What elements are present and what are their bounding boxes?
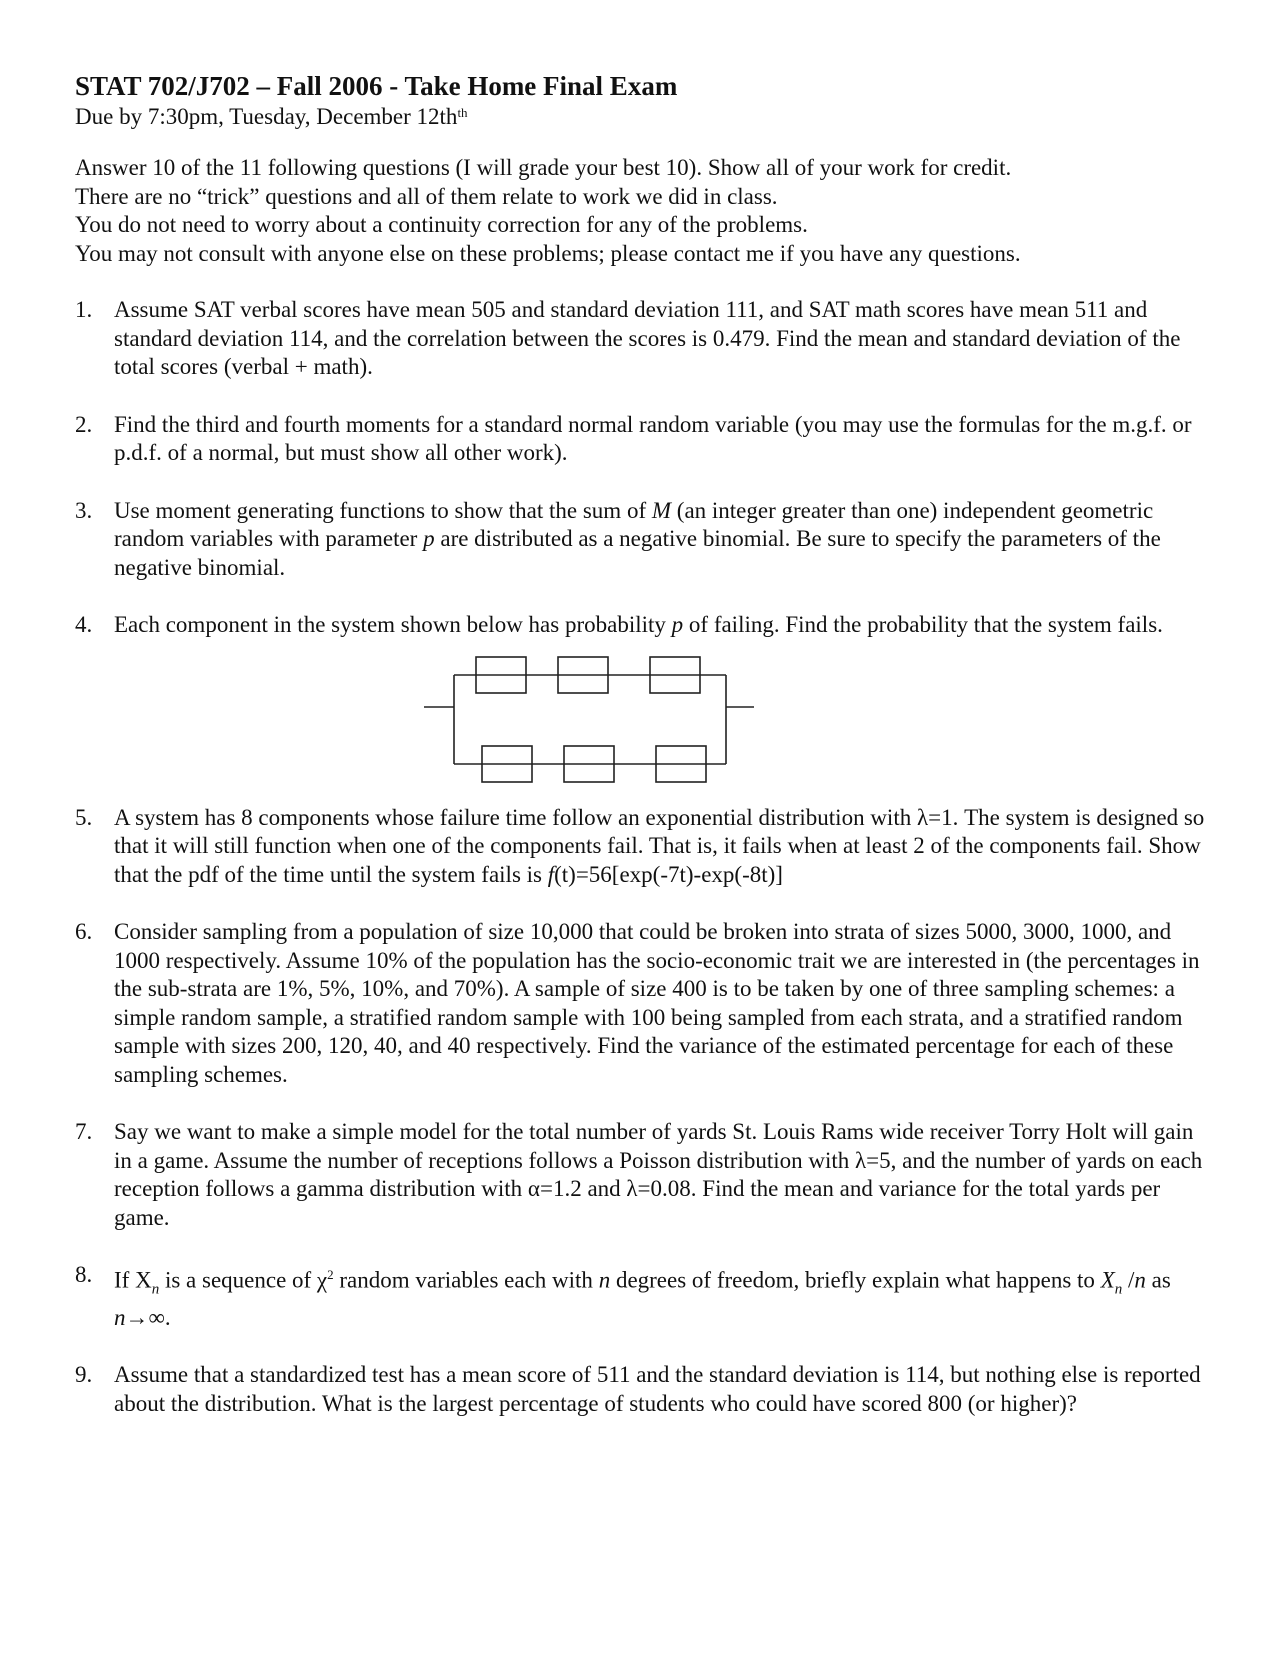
question-7 bbox=[75, 1118, 1215, 1232]
question-number: 4. bbox=[75, 612, 93, 637]
question-5 bbox=[75, 804, 1215, 890]
due-date-superscript: th bbox=[457, 105, 468, 120]
series-parallel-diagram bbox=[424, 644, 764, 794]
question-number: 1. bbox=[75, 297, 93, 322]
question-1 bbox=[75, 296, 1215, 382]
question-3 bbox=[75, 497, 1215, 583]
question-6 bbox=[75, 918, 1215, 1089]
question-number: 9. bbox=[75, 1362, 93, 1388]
question-text: Assume SAT verbal scores have mean 505 and standard deviation 111, and SAT math scores have mean 511 and standard deviation 114, and the correlation between the scores is 0.479. Find the mean and standard deviation of the total scores (verbal + math). bbox=[114, 297, 1181, 379]
instruction-line: You may not consult with anyone else on these problems; please contact me if you have any questions. bbox=[75, 240, 1021, 266]
instruction-line: You do not need to worry about a continuity correction for any of the problems. bbox=[75, 212, 808, 237]
question-number: 6. bbox=[75, 919, 93, 944]
question-text: Say we want to make a simple model for the total number of yards St. Louis Rams wide receiver Torry Holt will gain in a game. Assume the number of receptions follows a Poisson distribution with λ=5, and the number of yards on each reception follows a gamma distribution with α=1.2 and λ=0.08. Find the mean and variance for the total yards per game. bbox=[114, 1119, 1203, 1230]
question-9 bbox=[75, 1361, 1215, 1418]
question-number: 2. bbox=[75, 411, 93, 437]
question-text: A system has 8 components whose failure time follow an exponential distribution with λ=1. The system is designed so that it will still function when one of the components fail. That is, it fails when at least 2 of the components fail. Show that the pdf of the time until the system fails is f(t)=56[exp(-7t)-exp(-8t)] bbox=[114, 804, 1205, 887]
question-8 bbox=[75, 1261, 1215, 1332]
exam-page bbox=[75, 70, 1215, 1418]
instruction-line: There are no “trick” questions and all of them relate to work we did in class. bbox=[75, 183, 778, 209]
question-number: 7. bbox=[75, 1119, 93, 1144]
question-text: Assume that a standardized test has a mean score of 511 and the standard deviation is 114, but nothing else is reported about the distribution. What is the largest percentage of students who could have scored 800 (or higher)? bbox=[114, 1362, 1201, 1416]
instructions bbox=[75, 154, 1215, 268]
due-date bbox=[75, 102, 1215, 132]
question-text: If $X_n$ is a sequence of $\chi^2$ random variables each with n degrees of freedom, briefly explain what happens to $X_n$ /n as n→∞. bbox=[114, 1267, 1171, 1330]
due-date-text: Due by 7:30pm, Tuesday, December 12th bbox=[75, 104, 458, 129]
question-2 bbox=[75, 411, 1215, 468]
question-list bbox=[75, 296, 1215, 1418]
question-text: Consider sampling from a population of size 10,000 that could be broken into strata of sizes 5000, 3000, 1000, and 1000 respectively. Assume 10% of the population has the socio-economic trait we are interested in (the percentages in the sub-strata are 1%, 5%, 10%, and 70%). A sample of size 400 is to be taken by one of three sampling schemes: a simple random sample, a stratified random sample with 100 being sampled from each strata, and a stratified random sample with sizes 200, 120, 40, and 40 respectively. Find the variance of the estimated percentage for each of these sampling schemes. bbox=[114, 919, 1200, 1087]
question-number: 3. bbox=[75, 497, 93, 523]
question-number: 8. bbox=[75, 1262, 93, 1287]
question-4 bbox=[75, 611, 1215, 794]
instruction-line: Answer 10 of the 11 following questions (I will grade your best 10). Show all of your work for credit. bbox=[75, 155, 1012, 180]
question-text: Each component in the system shown below has probability p of failing. Find the probability that the system fails. bbox=[114, 612, 1163, 637]
question-number: 5. bbox=[75, 804, 93, 830]
system-diagram bbox=[114, 644, 1215, 794]
question-text: Use moment generating functions to show that the sum of M (an integer greater than one) independent geometric random variables with parameter p are distributed as a negative binomial. Be sure to specify the parameters of the negative binomial. bbox=[114, 497, 1161, 580]
question-text: Find the third and fourth moments for a standard normal random variable (you may use the formulas for the m.g.f. or p.d.f. of a normal, but must show all other work). bbox=[114, 411, 1192, 465]
exam-title: STAT 702/J702 – Fall 2006 - Take Home Final Exam bbox=[75, 71, 678, 101]
